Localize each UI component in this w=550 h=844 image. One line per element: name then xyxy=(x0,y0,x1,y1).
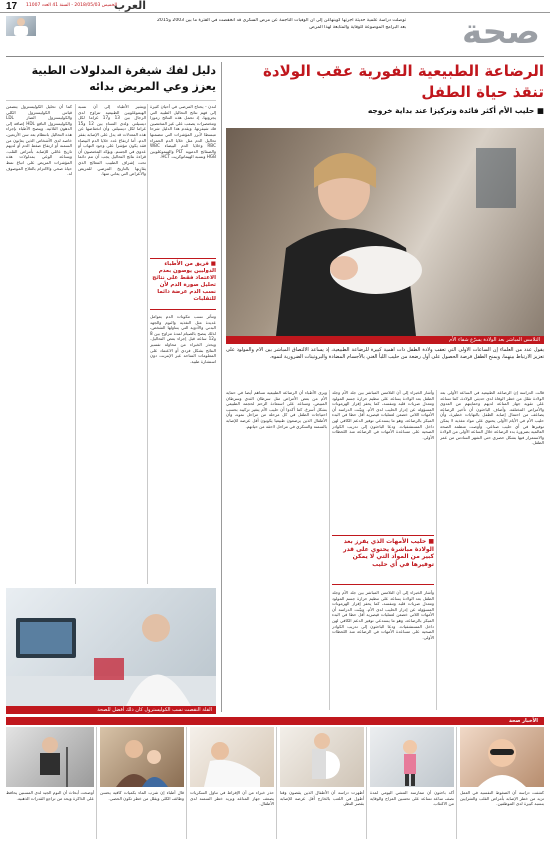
news-item-text: أكد باحثون أن ممارسة المشي اليومي لمدة نصف ساعة تساعد على تحسين المزاج والوقاية من الاكتئاب. xyxy=(370,790,454,807)
doctor-figure-icon xyxy=(6,16,36,36)
section-title: صحة xyxy=(462,12,540,52)
main-pullquote xyxy=(332,535,434,585)
mother-baby-photo xyxy=(226,128,544,336)
main-body-col1: قالت الدراسة إن الرضاعة الطبيعية في الساعة الأولى بعد الولادة تقلل من خطر الوفاة لدى حديثي الولادة، كما تساعد على تقوية جهاز المناعة لديهم وحمايتهم من العدوى والأمراض المختلفة. وأضاف الباحثون أن تأخير الرضاعة يضاعف من احتمال إصابة الطفل بالتهابات خطيرة، وأن حليب الأم في الأيام الأولى يحتوي على مواد مغذية لا يمكن توفيرها في أي حليب صناعي. وأوصت منظمة الصحة العالمية بضرورة بدء الرضاعة خلال الساعة الأولى من الولادة والاستمرار فيها بشكل حصري حتى الشهر السادس من عمر الطفل. xyxy=(440,390,544,446)
lab-scene-icon xyxy=(6,588,216,706)
page-number: 17 xyxy=(6,1,18,12)
pregnant-woman-icon xyxy=(280,727,364,787)
main-lead-text: يقول عدد من العلماء إن الساعات الأولى التي تعقب ولادة الطفل ذات أهمية كبيرة للرضاعة الطبيعية، إذ يساعد الالتصاق المباشر بين الأم والمولود على تعزيز الارتباط بينهما، ويمنح الطفل فرصة الحصول على أول رضعة من حليب اللبأ الغني بالأجسام المضادة والبروتينات الضرورية لنموه. xyxy=(226,347,544,360)
news-item-text: أوضحت أبحاث أن النوم الجيد لدى المسنين يحافظ على الذاكرة ويحد من تراجع القدرات الذهنية. xyxy=(6,790,94,801)
main-subheadline: ■ حليب الأم أكثر فائدة وتركيزا عند بداية خروجه xyxy=(367,106,544,115)
left-photo-caption: القلة النقصت نسب الكوليسترول كان ذلك أفضل للصحة xyxy=(6,706,216,714)
teaser-thumbnail xyxy=(6,16,36,36)
news-item-photo xyxy=(190,727,274,787)
main-body-col3: ويرى الأطباء أن الرضاعة الطبيعية تساهم أيضا في حماية الأم من بعض الأمراض مثل سرطان الثدي وسرطان المبيض، وتساعد على استعادة الرحم لحجمه الطبيعي بشكل أسرع. كما أكدوا أن حليب الأم يتغير تركيبه بحسب احتياجات الطفل في كل مرحلة من مراحل نموه، وأن الأطفال الذين يرضعون طبيعيا يكونون أقل عرضة للإصابة بالسمنة والسكري في مراحل لاحقة من حياتهم. xyxy=(226,390,327,429)
news-item-6[interactable] xyxy=(6,727,94,839)
left-headline-line1: دليل لفك شيفرة المدلولات الطبية xyxy=(31,64,216,77)
teaser-line1: توصلت دراسة علمية حديثة أجرتها كوبنهاغن إلى أن الوفيات الناجمة عن مرض السكري قد انخفضت في الفترة ما بين 2003 و2015 xyxy=(157,18,406,23)
main-body-col2: وأشار الخبراء إلى أن التلامس المباشر بين جلد الأم وجلد الطفل بعد الولادة يساعد على تنظيم حرارة جسم المولود ومعدل ضربات قلبه وتنفسه، كما يحفز إفراز الهرمونات المسؤولة عن إدرار الحليب لدى الأم. وبيّنت الدراسة أن الأمهات اللاتي خضعن لعمليات قيصرية أقل حظا في البدء المبكر بالرضاعة، وهو ما يستدعي توفير الدعم الكافي لهن داخل المستشفيات. ودعا الباحثون إلى تدريب الكوادر الصحية على مساعدة الأمهات في الرضاعة منذ اللحظات الأولى. xyxy=(332,390,434,440)
bottom-strip-header xyxy=(6,717,544,725)
left-body-col1: لندن - يحتاج المرضى في أحيان كثيرة إلى فهم نتائج التحاليل الطبية التي يجرونها، إذ تحمل هذه النتائج رموزا ومختصرات يصعب على غير المختصين فك شيفرتها. ويقدم هذا الدليل شرحا مبسطا لأبرز المؤشرات التي تتضمنها تحاليل الدم مثل خلايا الدم الحمراء RBC وخلايا الدم البيضاء WBC والصفائح الدموية PLT والهيموغلوبين HGB ونسبة الهيماتوكريت HCT. xyxy=(150,104,216,160)
pullquote-text: ■ حليب الأمهات الذي يفرز بعد الولادة مباشرة يحتوي على قدر كبير من المواد التي لا يمكن توفيرها في أي حليب xyxy=(343,538,434,568)
news-item-text: قال أطباء إن شرب الماء بكميات كافية يحسن وظائف الكلى ويقلل من خطر تكون الحصى. xyxy=(100,790,184,801)
news-item-photo xyxy=(370,727,454,787)
left-body-col1b: وتتأثر نسب مكونات الدم بعوامل عديدة مثل التغذية والنوم والجهد البدني والأدوية التي يتناولها الشخص، لذلك ينصح بالصيام لمدة تتراوح بين 8 و12 ساعة قبل إجراء بعض التحاليل. ويحذر الخبراء من محاولة تفسير النتائج بشكل فردي أو الاعتماد على المعلومات المتاحة عبر الإنترنت دون استشارة طبية. xyxy=(150,314,216,364)
main-headline-line1: الرضاعة الطبيعية الفورية عقب الولادة xyxy=(263,62,544,80)
woman-sunglasses-icon xyxy=(460,727,544,787)
main-photo-caption: التلامس المباشر بعد الولادة يسرّع شفاء الأم xyxy=(226,336,544,344)
news-item-text: حذر خبراء من أن الإفراط في تناول السكريات يضعف جهاز المناعة ويزيد خطر السمنة لدى الأطفال. xyxy=(190,790,274,807)
news-item-2[interactable] xyxy=(370,727,454,839)
woman-resting-icon xyxy=(190,727,274,787)
child-walking-icon xyxy=(370,727,454,787)
elderly-man-icon xyxy=(6,727,94,787)
mother-holding-baby-icon xyxy=(226,128,544,336)
news-item-photo xyxy=(6,727,94,787)
news-item-1[interactable] xyxy=(460,727,544,839)
main-headline-line2: تنقذ حياة الطفل xyxy=(421,83,544,101)
left-subhead-text: ■ فريق من الأطباء الدوليين يوصون بعدم الاعتماد فقط على نتائج تحليل صورة الدم لأن نسب الدم عرضة دائما للتقلبات xyxy=(152,261,216,302)
news-item-text: أظهرت دراسة أن الأطفال الذين يقضون وقتا أطول في اللعب بالخارج أقل عرضة للإصابة بقصر النظر. xyxy=(280,790,364,807)
newspaper-logo: العرب xyxy=(114,0,147,12)
news-item-text: كشفت دراسة أن الضغوط النفسية في العمل تزيد من خطر الإصابة بأمراض القلب والشرايين بنسبة كبيرة لدى الموظفين. xyxy=(460,790,544,807)
mother-child-icon xyxy=(100,727,184,787)
issue-info: الخميس 2018/05/03 - السنة 41 العدد 11007 xyxy=(26,3,118,8)
main-body-col2b: وأشار الخبراء إلى أن التلامس المباشر بين جلد الأم وجلد الطفل بعد الولادة يساعد على تنظيم حرارة جسم المولود ومعدل ضربات قلبه وتنفسه، كما يحفز إفراز الهرمونات المسؤولة عن إدرار الحليب لدى الأم. وبيّنت الدراسة أن الأمهات اللاتي خضعن لعمليات قيصرية أقل حظا في البدء المبكر بالرضاعة، وهو ما يستدعي توفير الدعم الكافي لهن داخل المستشفيات. ودعا الباحثون إلى تدريب الكوادر الصحية على مساعدة الأمهات في الرضاعة منذ اللحظات الأولى. xyxy=(332,590,434,640)
news-item-photo xyxy=(280,727,364,787)
lab-technician-photo xyxy=(6,588,216,706)
news-item-5[interactable] xyxy=(100,727,184,839)
teaser-line2: بعد البرامج الموضوعة للوقاية والمتابعة لهذا المرض xyxy=(309,25,406,30)
left-subhead xyxy=(150,258,216,310)
left-body-col2: ويشير الأطباء إلى أن نسبة الهيموغلوبين الطبيعية تتراوح لدى الرجال بين 13 و17 غراما لكل ديسيلتر، ولدى النساء بين 12 و15 غراما لكل ديسيلتر، وأن انخفاضها عن هذه المعدلات قد يدل على الإصابة بفقر الدم. أما ارتفاع عدد خلايا الدم البيضاء فقد يكون مؤشرا على وجود التهاب أو عدوى في الجسم. ويؤكد المختصون أن قراءة نتائج التحاليل يجب أن تتم دائما تحت إشراف الطبيب المعالج الذي يقارنها بالتاريخ المرضي للمريض والأعراض التي يعاني منها. xyxy=(78,104,146,177)
left-headline xyxy=(6,64,216,93)
news-item-photo xyxy=(100,727,184,787)
news-item-photo xyxy=(460,727,544,787)
top-teaser xyxy=(6,16,406,38)
bottom-strip xyxy=(6,727,544,839)
bottom-strip-title: الأخبار صحة xyxy=(508,718,538,724)
left-headline-line2: يعزز وعي المريض بدائه xyxy=(89,80,216,93)
main-headline xyxy=(226,62,544,115)
news-item-4[interactable] xyxy=(190,727,274,839)
left-body-col3: كما أن تحليل الكوليسترول يتضمن قياس الكوليسترول الكلي والكوليسترول الضار LDL والكوليسترول النافع HDL إضافة إلى الدهون الثلاثية. وينصح الأطباء بإجراء هذه التحاليل بانتظام بعد سن الأربعين، خاصة لدى الأشخاص الذين يعانون من السمنة أو ارتفاع ضغط الدم أو لديهم تاريخ عائلي للإصابة بأمراض القلب. ويساعد الوعي بمدلولات هذه المؤشرات المريض على اتباع نمط حياة صحي والالتزام بالعلاج الموصوف له. xyxy=(6,104,72,177)
news-item-3[interactable] xyxy=(280,727,364,839)
